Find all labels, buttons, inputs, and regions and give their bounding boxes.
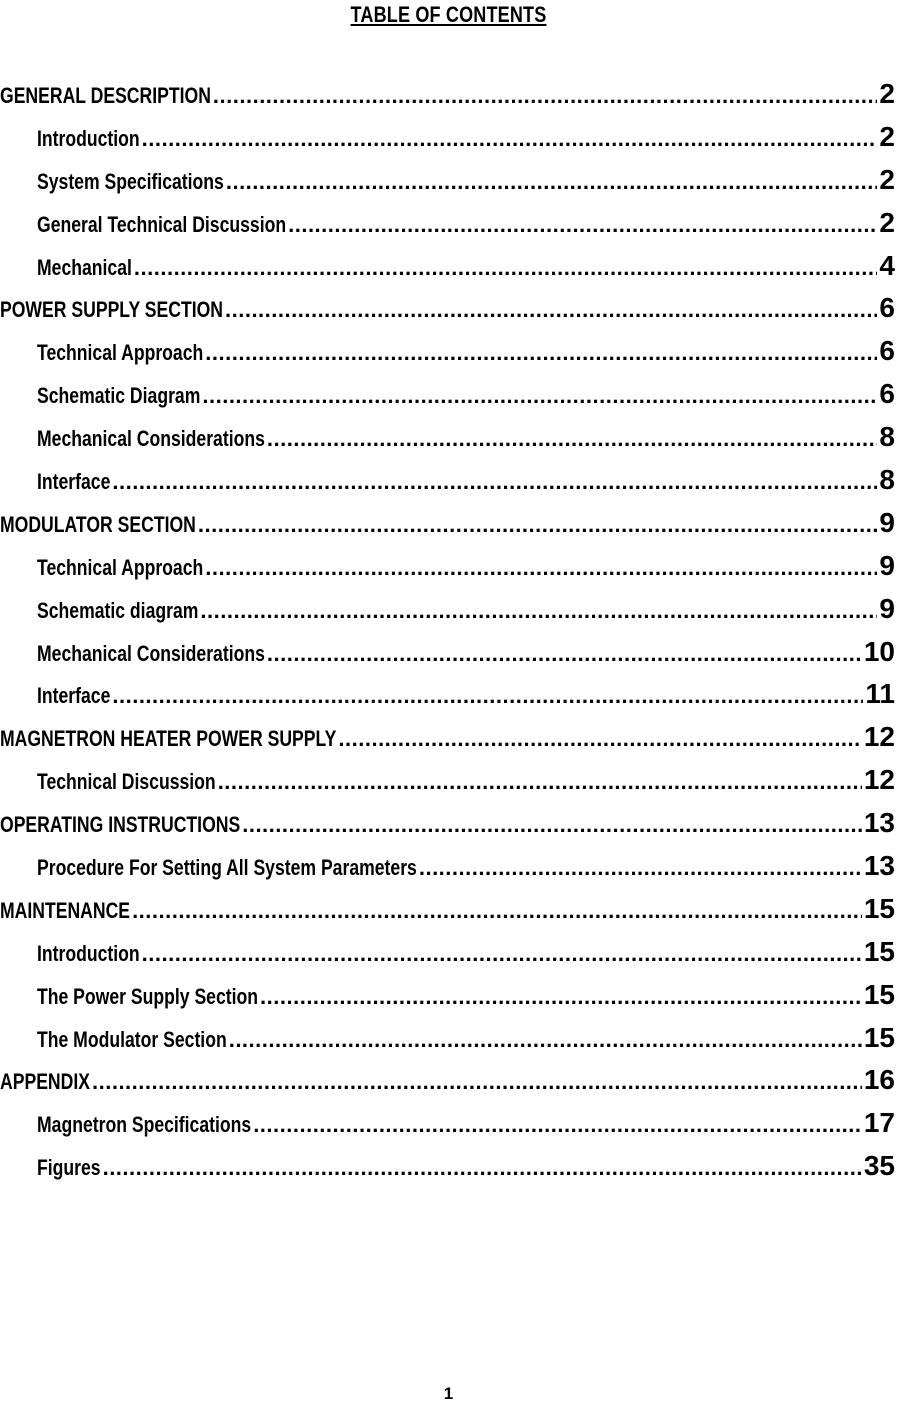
toc-entry-label: Magnetron Specifications [37, 1112, 252, 1138]
toc-dot-leader [419, 855, 862, 881]
toc-entry-page-number: 35 [863, 1150, 895, 1182]
toc-entry-label: Interface [37, 683, 111, 709]
toc-entry-label: The Power Supply Section [37, 983, 259, 1009]
toc-entry-page-number: 2 [879, 78, 895, 109]
toc-entry-label: MAINTENANCE [0, 897, 131, 923]
toc-dot-leader [205, 555, 877, 581]
toc-dot-leader [242, 812, 862, 838]
toc-subsection-entry[interactable] [0, 979, 897, 1022]
toc-entry-label: Procedure For Setting All System Parameters [37, 855, 417, 881]
toc-entry-label: System Specifications [37, 168, 224, 194]
toc-dot-leader [112, 683, 863, 709]
toc-section-entry[interactable] [0, 893, 897, 936]
toc-entry-page-number: 15 [863, 978, 895, 1010]
table-of-contents [0, 78, 897, 1193]
toc-entry-page-number: 9 [879, 506, 895, 538]
toc-dot-leader [134, 255, 878, 281]
toc-section-entry[interactable] [0, 807, 897, 850]
toc-entry-page-number: 2 [879, 206, 895, 238]
toc-dot-leader [338, 726, 861, 752]
toc-subsection-entry[interactable] [0, 678, 897, 721]
toc-entry-page-number: 6 [879, 335, 895, 367]
toc-dot-leader [92, 1069, 862, 1095]
toc-entry-label: Introduction [37, 940, 140, 966]
toc-dot-leader [103, 1155, 862, 1181]
toc-entry-page-number: 12 [863, 764, 895, 796]
toc-dot-leader [253, 1112, 862, 1138]
toc-entry-label: General Technical Discussion [37, 211, 287, 237]
toc-dot-leader [112, 469, 877, 495]
toc-subsection-entry[interactable] [0, 121, 897, 164]
toc-section-entry[interactable] [0, 1064, 897, 1107]
toc-subsection-entry[interactable] [0, 207, 897, 250]
toc-entry-page-number: 17 [863, 1107, 895, 1139]
toc-entry-page-number: 16 [863, 1064, 895, 1096]
toc-subsection-entry[interactable] [0, 936, 897, 979]
toc-subsection-entry[interactable] [0, 636, 897, 679]
toc-entry-label: Introduction [37, 125, 140, 151]
toc-entry-label: Technical Approach [37, 554, 204, 580]
toc-dot-leader [267, 426, 878, 452]
toc-entry-label: Figures [37, 1155, 101, 1181]
page-title: TABLE OF CONTENTS [350, 2, 547, 27]
toc-entry-page-number: 8 [879, 421, 895, 453]
toc-entry-page-number: 9 [879, 592, 895, 624]
toc-dot-leader [200, 598, 877, 624]
toc-subsection-entry[interactable] [0, 464, 897, 507]
toc-subsection-entry[interactable] [0, 378, 897, 421]
toc-dot-leader [288, 212, 877, 238]
toc-entry-page-number: 13 [863, 807, 895, 839]
toc-subsection-entry[interactable] [0, 850, 897, 893]
toc-entry-page-number: 9 [879, 549, 895, 581]
toc-entry-label: POWER SUPPLY SECTION [0, 297, 223, 323]
toc-dot-leader [213, 83, 878, 109]
toc-subsection-entry[interactable] [0, 593, 897, 636]
toc-dot-leader [142, 941, 862, 967]
toc-dot-leader [202, 383, 877, 409]
toc-section-entry[interactable] [0, 292, 897, 335]
toc-subsection-entry[interactable] [0, 1107, 897, 1150]
toc-section-entry[interactable] [0, 507, 897, 550]
toc-entry-label: Technical Discussion [37, 769, 216, 795]
toc-subsection-entry[interactable] [0, 164, 897, 207]
toc-entry-page-number: 15 [863, 1021, 895, 1053]
toc-subsection-entry[interactable] [0, 1022, 897, 1065]
toc-dot-leader [267, 641, 862, 667]
toc-subsection-entry[interactable] [0, 1150, 897, 1193]
toc-entry-label: Schematic Diagram [37, 383, 201, 409]
toc-entry-label: Technical Approach [37, 340, 204, 366]
toc-section-entry[interactable] [0, 721, 897, 764]
toc-entry-page-number: 2 [879, 163, 895, 195]
toc-entry-label: Mechanical Considerations [37, 640, 265, 666]
toc-entry-label: APPENDIX [0, 1069, 90, 1095]
toc-dot-leader [142, 126, 878, 152]
footer-page-number: 1 [443, 1384, 454, 1403]
toc-dot-leader [205, 340, 877, 366]
toc-section-entry[interactable] [0, 78, 897, 121]
toc-entry-label: MODULATOR SECTION [0, 511, 196, 537]
toc-entry-label: OPERATING INSTRUCTIONS [0, 812, 241, 838]
toc-entry-label: Mechanical Considerations [37, 426, 265, 452]
toc-dot-leader [225, 297, 877, 323]
toc-entry-label: GENERAL DESCRIPTION [0, 83, 211, 108]
toc-dot-leader [226, 169, 878, 195]
toc-entry-page-number: 8 [879, 464, 895, 496]
toc-entry-label: MAGNETRON HEATER POWER SUPPLY [0, 726, 337, 752]
toc-subsection-entry[interactable] [0, 335, 897, 378]
toc-dot-leader [229, 1027, 862, 1053]
toc-subsection-entry[interactable] [0, 550, 897, 593]
toc-dot-leader [260, 984, 862, 1010]
toc-dot-leader [132, 898, 862, 924]
toc-entry-page-number: 4 [879, 249, 895, 281]
toc-entry-page-number: 2 [879, 120, 895, 152]
toc-subsection-entry[interactable] [0, 764, 897, 807]
toc-entry-page-number: 15 [863, 935, 895, 967]
toc-entry-page-number: 13 [863, 850, 895, 882]
toc-entry-page-number: 10 [863, 635, 895, 667]
toc-dot-leader [198, 512, 878, 538]
toc-entry-page-number: 12 [863, 721, 895, 753]
toc-entry-label: Interface [37, 469, 111, 495]
toc-subsection-entry[interactable] [0, 250, 897, 293]
toc-entry-page-number: 11 [865, 678, 895, 710]
toc-entry-page-number: 6 [879, 378, 895, 410]
toc-entry-label: Schematic diagram [37, 597, 199, 623]
toc-dot-leader [218, 769, 862, 795]
toc-subsection-entry[interactable] [0, 421, 897, 464]
toc-entry-page-number: 15 [863, 892, 895, 924]
toc-entry-label: The Modulator Section [37, 1026, 227, 1052]
toc-entry-page-number: 6 [879, 292, 895, 324]
toc-entry-label: Mechanical [37, 254, 132, 280]
